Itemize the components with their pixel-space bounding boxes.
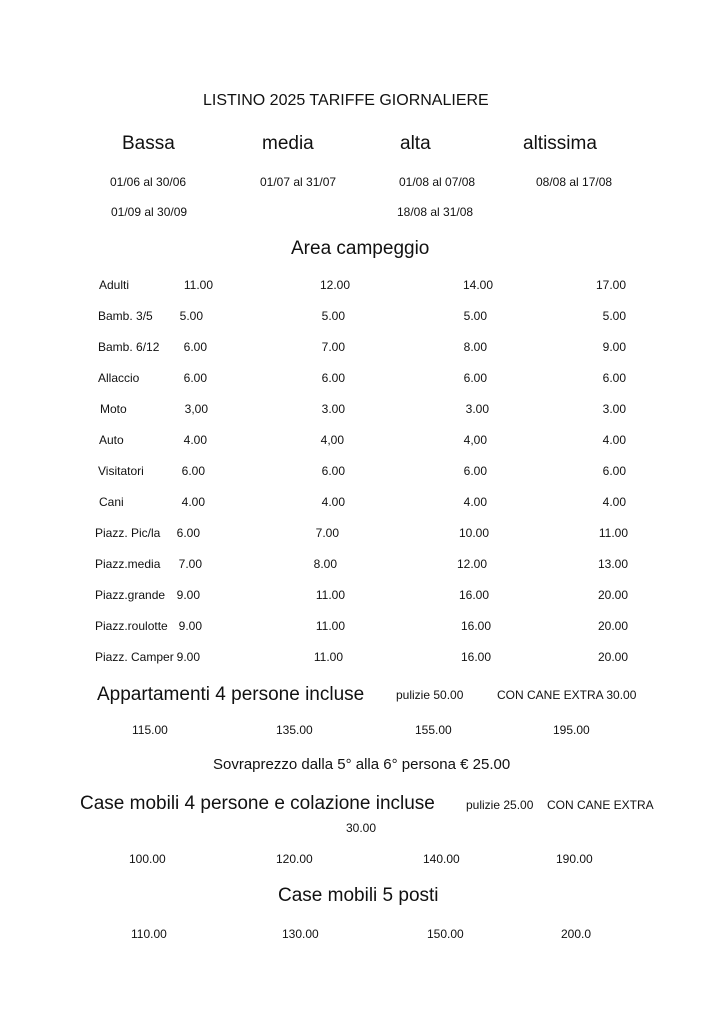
price-bassa: 7.00 bbox=[178, 557, 202, 571]
price-bassa: 6.00 bbox=[183, 371, 207, 385]
price-media: 4.00 bbox=[321, 495, 345, 509]
price-altissima: 3.00 bbox=[602, 402, 626, 416]
row-label: Bamb. 6/12 bbox=[98, 340, 160, 354]
price-alta: 6.00 bbox=[463, 371, 487, 385]
mobile-homes-cleaning: pulizie 25.00 bbox=[466, 798, 534, 812]
period-media-1: 01/07 al 31/07 bbox=[260, 175, 337, 189]
price-altissima: 20.00 bbox=[597, 619, 628, 633]
mobile-home-price-bassa: 100.00 bbox=[129, 852, 166, 866]
mobile-home-5-price-alta: 150.00 bbox=[427, 927, 464, 941]
price-bassa: 9.00 bbox=[178, 619, 202, 633]
apartments-cleaning: pulizie 50.00 bbox=[396, 688, 464, 702]
price-altissima: 4.00 bbox=[602, 495, 626, 509]
row-label: Cani bbox=[99, 495, 124, 509]
period-bassa-1: 01/06 al 30/06 bbox=[110, 175, 187, 189]
price-media: 12.00 bbox=[319, 278, 350, 292]
price-alta: 6.00 bbox=[463, 464, 487, 478]
period-alta-1: 01/08 al 07/08 bbox=[399, 175, 476, 189]
price-bassa: 5.00 bbox=[179, 309, 203, 323]
price-alta: 16.00 bbox=[460, 650, 491, 664]
price-altissima: 6.00 bbox=[602, 371, 626, 385]
price-altissima: 20.00 bbox=[597, 588, 628, 602]
row-label: Piazz.roulotte bbox=[95, 619, 168, 633]
price-altissima: 20.00 bbox=[597, 650, 628, 664]
price-bassa: 9.00 bbox=[176, 588, 200, 602]
row-label: Piazz.grande bbox=[95, 588, 166, 602]
mobile-homes-dog-extra-value: 30.00 bbox=[346, 821, 377, 835]
price-altissima: 6.00 bbox=[602, 464, 626, 478]
mobile-home-5-price-altissima: 200.0 bbox=[561, 927, 592, 941]
price-bassa: 3,00 bbox=[184, 402, 208, 416]
apartment-price-altissima: 195.00 bbox=[553, 723, 590, 737]
apartment-price-bassa: 115.00 bbox=[132, 723, 168, 737]
price-altissima: 4.00 bbox=[602, 433, 626, 447]
price-bassa: 9.00 bbox=[176, 650, 200, 664]
apartments-heading: Appartamenti 4 persone incluse bbox=[97, 684, 365, 705]
apartments-surcharge: Sovraprezzo dalla 5° alla 6° persona € 25.00 bbox=[213, 756, 511, 773]
row-label: Piazz.media bbox=[95, 557, 161, 571]
price-bassa: 4.00 bbox=[181, 495, 205, 509]
row-label: Piazz. Camper bbox=[95, 650, 174, 664]
apartment-price-alta: 155.00 bbox=[415, 723, 452, 737]
row-label: Allaccio bbox=[98, 371, 140, 385]
period-alta-2: 18/08 al 31/08 bbox=[397, 205, 474, 219]
price-altissima: 13.00 bbox=[597, 557, 628, 571]
mobile-homes-dog-extra: CON CANE EXTRA bbox=[547, 798, 654, 812]
camping-heading: Area campeggio bbox=[291, 238, 430, 259]
page-title: LISTINO 2025 TARIFFE GIORNALIERE bbox=[203, 92, 489, 109]
row-label: Piazz. Pic/la bbox=[95, 526, 161, 540]
price-alta: 4.00 bbox=[463, 495, 487, 509]
price-alta: 4,00 bbox=[463, 433, 487, 447]
row-label: Visitatori bbox=[98, 464, 144, 478]
row-label: Auto bbox=[99, 433, 124, 447]
price-media: 11.00 bbox=[315, 619, 345, 633]
mobile-home-5-price-bassa: 110.00 bbox=[131, 927, 167, 941]
price-alta: 16.00 bbox=[458, 588, 489, 602]
period-bassa-2: 01/09 al 30/09 bbox=[111, 205, 188, 219]
price-media: 11.00 bbox=[315, 588, 345, 602]
price-media: 7.00 bbox=[321, 340, 345, 354]
price-media: 6.00 bbox=[321, 464, 345, 478]
price-bassa: 6.00 bbox=[181, 464, 205, 478]
price-media: 4,00 bbox=[320, 433, 344, 447]
price-bassa: 11.00 bbox=[183, 278, 213, 292]
season-media: media bbox=[262, 133, 314, 154]
price-alta: 16.00 bbox=[460, 619, 491, 633]
price-altissima: 9.00 bbox=[602, 340, 626, 354]
mobile-home-price-alta: 140.00 bbox=[423, 852, 460, 866]
price-media: 11.00 bbox=[313, 650, 343, 664]
apartments-dog-extra: CON CANE EXTRA 30.00 bbox=[497, 688, 637, 702]
price-media: 6.00 bbox=[321, 371, 345, 385]
mobile-homes-heading: Case mobili 4 persone e colazione incluse bbox=[80, 793, 435, 814]
price-media: 3.00 bbox=[321, 402, 345, 416]
period-altissima-1: 08/08 al 17/08 bbox=[536, 175, 613, 189]
mobile-home-5-price-media: 130.00 bbox=[282, 927, 319, 941]
mobile-home-price-altissima: 190.00 bbox=[556, 852, 593, 866]
price-media: 5.00 bbox=[321, 309, 345, 323]
apartment-price-media: 135.00 bbox=[276, 723, 313, 737]
price-bassa: 6.00 bbox=[183, 340, 207, 354]
season-altissima: altissima bbox=[523, 133, 597, 154]
price-alta: 10.00 bbox=[458, 526, 489, 540]
price-alta: 5.00 bbox=[463, 309, 487, 323]
price-altissima: 17.00 bbox=[595, 278, 626, 292]
row-label: Moto bbox=[100, 402, 127, 416]
price-alta: 3.00 bbox=[465, 402, 489, 416]
price-altissima: 11.00 bbox=[598, 526, 628, 540]
mobile-home-price-media: 120.00 bbox=[276, 852, 313, 866]
season-bassa: Bassa bbox=[122, 133, 175, 154]
mobile-homes-5-heading: Case mobili 5 posti bbox=[278, 885, 439, 906]
price-altissima: 5.00 bbox=[602, 309, 626, 323]
price-alta: 8.00 bbox=[463, 340, 487, 354]
price-alta: 14.00 bbox=[462, 278, 493, 292]
price-media: 8.00 bbox=[313, 557, 337, 571]
price-alta: 12.00 bbox=[456, 557, 487, 571]
price-bassa: 6.00 bbox=[176, 526, 200, 540]
row-label: Bamb. 3/5 bbox=[98, 309, 153, 323]
row-label: Adulti bbox=[99, 278, 130, 292]
season-alta: alta bbox=[400, 133, 431, 154]
price-bassa: 4.00 bbox=[183, 433, 207, 447]
price-media: 7.00 bbox=[315, 526, 339, 540]
